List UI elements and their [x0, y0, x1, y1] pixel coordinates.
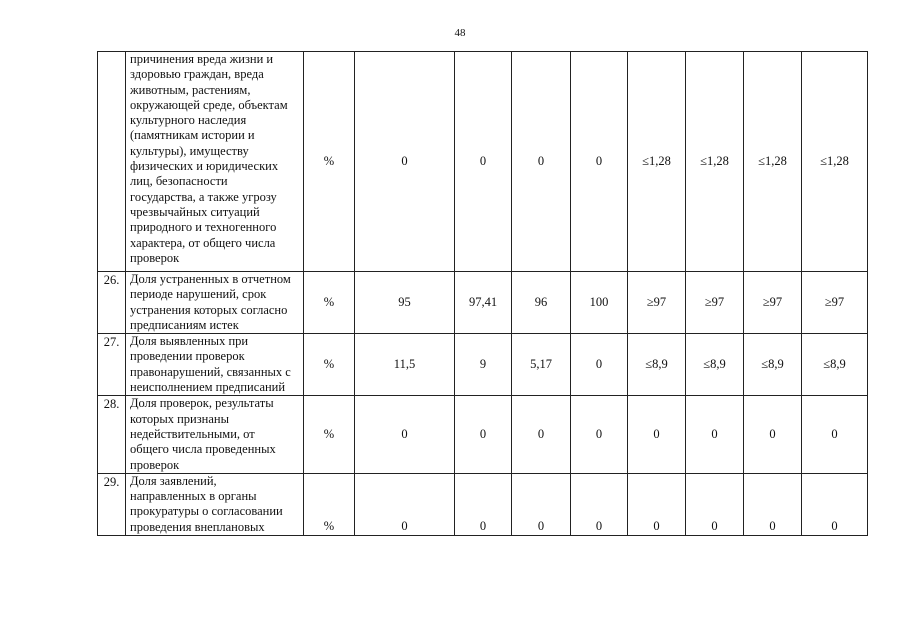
unit-cell: % [304, 396, 355, 473]
description-line: неисполнением предписаний [130, 380, 286, 395]
value-cell: 11,5 [355, 334, 455, 396]
value-cell: 0 [455, 473, 512, 535]
indicator-description-cell [126, 334, 304, 396]
description-line: недействительными, от [130, 426, 255, 441]
description-line: культурного наследия [130, 113, 247, 128]
value-cell: 0 [571, 52, 628, 272]
description-line: окружающей среде, объектам [130, 97, 288, 112]
value-cell: ≤8,9 [686, 334, 744, 396]
description-line: лиц, безопасности [130, 174, 228, 189]
value-cell: 0 [744, 473, 802, 535]
value-cell: ≥97 [628, 272, 686, 334]
description-line: государства, а также угрозу [130, 189, 277, 204]
value-cell: 0 [512, 52, 571, 272]
value-cell: 100 [571, 272, 628, 334]
description-line: физических и юридических [130, 159, 279, 174]
description-line: Доля выявленных при [130, 334, 249, 349]
table-row [98, 334, 868, 396]
value-cell: ≤1,28 [628, 52, 686, 272]
description-line: Доля заявлений, [130, 473, 217, 488]
description-line: общего числа проведенных [130, 442, 276, 457]
value-cell: 0 [355, 52, 455, 272]
description-line: животным, растениям, [130, 82, 251, 97]
value-cell: ≤1,28 [744, 52, 802, 272]
description-line: направленных в органы [130, 489, 257, 504]
description-line: проведении проверок [130, 349, 245, 364]
value-cell: 0 [686, 396, 744, 473]
description-line: прокуратуры о согласовании [130, 504, 283, 519]
unit-cell: % [304, 272, 355, 334]
description-line: культуры), имуществу [130, 143, 249, 158]
description-line: устранения которых согласно [130, 302, 288, 317]
row-number-cell: 26. [98, 272, 126, 334]
description-line: характера, от общего числа [130, 235, 276, 250]
description-line: которых признаны [130, 411, 229, 426]
description-line: проверок [130, 250, 180, 265]
description-line: Доля проверок, результаты [130, 396, 274, 411]
value-cell: 0 [355, 473, 455, 535]
description-line: (памятникам истории и [130, 128, 255, 143]
unit-cell: % [304, 52, 355, 272]
unit-cell: % [304, 334, 355, 396]
value-cell: 9 [455, 334, 512, 396]
description-line: причинения вреда жизни и [130, 52, 274, 66]
value-cell: ≤8,9 [744, 334, 802, 396]
table-row [98, 473, 868, 535]
value-cell: 5,17 [512, 334, 571, 396]
description-line: Доля устраненных в отчетном [130, 272, 291, 286]
page-number: 48 [454, 27, 466, 39]
value-cell: 0 [802, 473, 868, 535]
table-row [98, 272, 868, 334]
value-cell: 0 [802, 396, 868, 473]
table-row [98, 52, 868, 272]
value-cell: ≥97 [802, 272, 868, 334]
description-line: проведения внеплановых [130, 519, 265, 534]
description-line: природного и техногенного [130, 220, 277, 235]
indicator-description-cell [126, 52, 304, 272]
description-line: здоровью граждан, вреда [130, 67, 264, 82]
indicator-description-cell [126, 396, 304, 473]
indicators-table [97, 51, 868, 536]
description-line: правонарушений, связанных с [130, 364, 291, 379]
value-cell: 0 [571, 396, 628, 473]
value-cell: 0 [512, 473, 571, 535]
value-cell: 0 [512, 396, 571, 473]
row-number-cell [98, 52, 126, 272]
value-cell: ≥97 [744, 272, 802, 334]
value-cell: 0 [744, 396, 802, 473]
value-cell: ≤8,9 [628, 334, 686, 396]
unit-cell: % [304, 473, 355, 535]
row-number-cell: 29. [98, 473, 126, 535]
value-cell: 0 [686, 473, 744, 535]
value-cell: 95 [355, 272, 455, 334]
description-line: периоде нарушений, срок [130, 287, 267, 302]
value-cell: ≤8,9 [802, 334, 868, 396]
value-cell: 97,41 [455, 272, 512, 334]
description-line: проверок [130, 457, 180, 472]
row-number-cell: 28. [98, 396, 126, 473]
description-line: чрезвычайных ситуаций [130, 204, 260, 219]
value-cell: 0 [455, 396, 512, 473]
value-cell: 0 [628, 396, 686, 473]
value-cell: 0 [455, 52, 512, 272]
indicator-description-cell [126, 473, 304, 535]
value-cell: ≥97 [686, 272, 744, 334]
value-cell: ≤1,28 [686, 52, 744, 272]
value-cell: 0 [571, 473, 628, 535]
value-cell: 0 [628, 473, 686, 535]
value-cell: 0 [355, 396, 455, 473]
table-row [98, 396, 868, 473]
value-cell: ≤1,28 [802, 52, 868, 272]
value-cell: 96 [512, 272, 571, 334]
indicator-description-cell [126, 272, 304, 334]
value-cell: 0 [571, 334, 628, 396]
description-line: предписаниям истек [130, 317, 239, 332]
row-number-cell: 27. [98, 334, 126, 396]
